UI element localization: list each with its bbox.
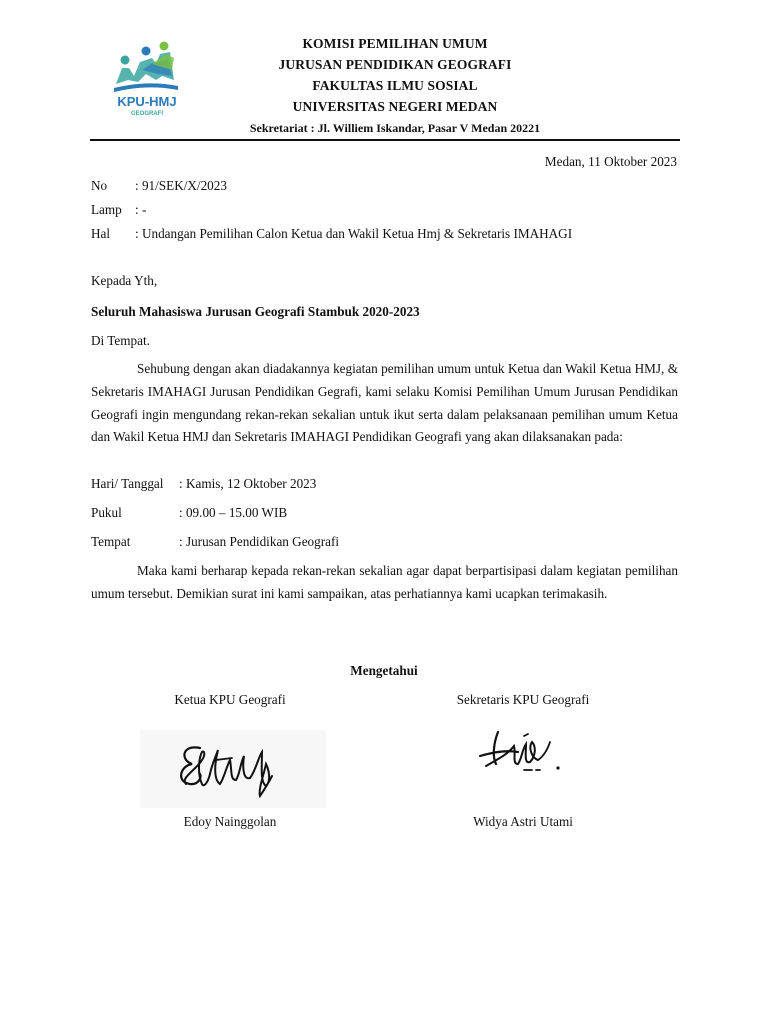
recipient-place: Di Tempat. <box>91 333 150 348</box>
left-signature-image <box>140 730 326 808</box>
handwritten-signature-icon <box>140 730 326 808</box>
header-divider <box>90 139 680 141</box>
meta-no-value: : 91/SEK/X/2023 <box>135 178 227 193</box>
signature-heading: Mengetahui <box>350 663 418 678</box>
meta-hal <box>91 226 572 242</box>
meta-lamp <box>91 202 146 218</box>
letter-date: Medan, 11 Oktober 2023 <box>544 154 677 169</box>
meta-hal-value: : Undangan Pemilihan Calon Ketua dan Wakil Ketua Hmj & Sekretaris IMAHAGI <box>135 226 573 241</box>
meta-hal-label: Hal <box>91 226 111 241</box>
schedule-time-label: Pukul <box>91 505 122 520</box>
kpu-hmj-logo <box>112 40 182 120</box>
meta-no-label: No <box>91 178 108 193</box>
body-paragraph-2 <box>91 560 678 606</box>
body-paragraph-1 <box>91 358 678 449</box>
schedule-place-label: Tempat <box>91 534 131 549</box>
letterhead-line-1: KOMISI PEMILIHAN UMUM <box>302 36 488 51</box>
letterhead-line-4: UNIVERSITAS NEGERI MEDAN <box>292 99 498 114</box>
letterhead-line-2: JURUSAN PENDIDIKAN GEOGRAFI <box>278 57 512 72</box>
logo-subtext: GEOGRAFI <box>130 111 164 117</box>
schedule-day-label: Hari/ Tanggal <box>91 476 164 491</box>
right-signer-name: Widya Astri Utami <box>473 814 573 829</box>
letterhead <box>180 33 610 138</box>
schedule-day-value: : Kamis, 12 Oktober 2023 <box>179 476 317 491</box>
letterhead-line-3: FAKULTAS ILMU SOSIAL <box>312 78 478 93</box>
schedule-time <box>91 505 287 521</box>
kpu-logo-emblem-icon <box>112 40 182 120</box>
schedule-day <box>91 476 316 492</box>
handwritten-signature-icon <box>466 724 586 784</box>
left-signer-title: Ketua KPU Geografi <box>174 692 286 707</box>
meta-lamp-label: Lamp <box>91 202 122 217</box>
logo-text: KPU-HMJ <box>117 94 177 109</box>
meta-lamp-value: : - <box>135 202 147 217</box>
left-signer-name: Edoy Nainggolan <box>183 814 277 829</box>
body-paragraph-2-text: Maka kami berharap kepada rekan-rekan sekalian agar dapat berpartisipasi dalam kegiatan pemilihan umum tersebut. Demikian surat ini kami sampaikan, atas perhatiannya kami ucapkan terimakasih. <box>91 563 678 601</box>
right-signer-title: Sekretaris KPU Geografi <box>456 692 590 707</box>
recipient-name: Seluruh Mahasiswa Jurusan Geografi Stambuk 2020-2023 <box>91 304 420 319</box>
schedule-place <box>91 534 339 550</box>
letterhead-address: Sekretariat : Jl. Williem Iskandar, Pasar V Medan 20221 <box>249 121 541 135</box>
recipient-greeting: Kepada Yth, <box>91 273 158 288</box>
body-paragraph-1-text: Sehubung dengan akan diadakannya kegiatan pemilihan umum untuk Ketua dan Wakil Ketua HMJ, & Sekretaris IMAHAGI Jurusan Pendidikan Gegrafi, kami selaku Komisi Pemilihan Umum Jurusan Pendidikan Geografi ingin mengundang rekan-rekan sekalian untuk ikut serta dalam pelaksanaan pemilihan umum Ketua dan Wakil Ketua HMJ dan Sekretaris IMAHAGI Pendidikan Geografi yang akan dilaksanakan pada: <box>91 361 678 445</box>
meta-no <box>91 178 227 194</box>
schedule-place-value: : Jurusan Pendidikan Geografi <box>179 534 340 549</box>
schedule-time-value: : 09.00 – 15.00 WIB <box>179 505 288 520</box>
right-signature-image <box>466 724 586 784</box>
